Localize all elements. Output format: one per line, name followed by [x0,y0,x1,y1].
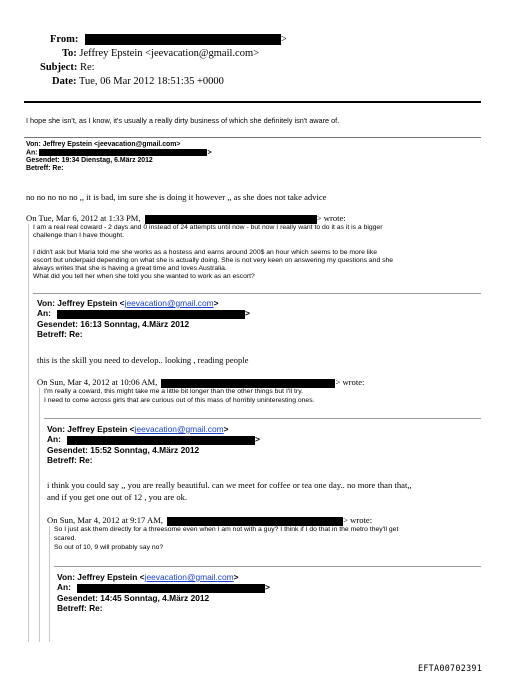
date-label: Date: [52,76,77,87]
section-divider [44,418,481,419]
subject-row [40,62,95,73]
quote-wrote: > wrote: [316,213,346,223]
quote-line: escort but underpaid depending on what she is actually doing. She is not very keen on answering my questions and she [33,256,394,264]
gesendet-line: Gesendet: 19:34 Dienstag, 6.März 2012 [26,157,153,165]
reply-text: this is the skill you need to develop.. looking , reading people [37,355,249,365]
redaction-bar [39,149,207,156]
quote-bar [39,388,40,642]
to-value: Jeffrey Epstein <jeevacation@gmail.com> [79,48,260,59]
quote-line: So I just ask them directly for a threesome even when I am not with a guy? I think if I do that in the metro they'll get [54,526,399,533]
von-line [37,298,250,308]
gesendet-line: Gesendet: 14:45 Sonntag, 4.März 2012 [57,592,210,603]
quote-intro-1 [26,213,346,224]
von-prefix: Von: Jeffrey Epstein < [37,298,125,308]
header-divider [24,101,481,103]
email-link[interactable]: jeevacation@gmail.com [144,572,234,582]
quote-line: I am a real real coward - 2 days and 0 instead of 24 attempts until now - but now I really want to do it as it is a bigger [33,224,383,231]
quote-intro-3 [47,515,372,526]
quote-line: always writes that she is having a great time and loves Australia. [33,265,227,272]
von-suffix: > [213,298,219,308]
forward-header-3 [47,424,260,465]
gesendet-line: Gesendet: 16:13 Sonntag, 4.März 2012 [37,318,190,329]
quote-intro-text: On Sun, Mar 4, 2012 at 9:17 AM, [47,515,164,525]
an-line [47,434,260,444]
an-label: An: [26,149,38,157]
betreff-line: Betreff: Re: [37,328,83,339]
quote-line [33,240,393,248]
section-divider [33,293,481,294]
email-link[interactable]: jeevacation@gmail.com [134,424,224,434]
an-close: > [264,582,270,593]
forward-header-2 [37,298,250,339]
an-close: > [207,149,212,157]
quote-line: challenge than I have thought. [33,232,125,240]
an-label: An: [47,434,61,445]
redaction-bar [161,379,335,388]
from-row [50,34,287,45]
quote-line: What did you tell her when she told you she wanted to work as an escort? [33,273,255,281]
quote-body-3 [54,526,398,552]
reply-text: no no no no no ,, it is bad, im sure she is doing it however ,, as she does not take advice [26,192,327,202]
section-divider [54,566,481,567]
reply-line: i think you could say ,, you are really beautiful. can we meet for coffee or tea one day.. no more than that,, [47,480,412,490]
reply-text-4 [47,480,412,503]
document-id: EFTA00702391 [418,663,483,673]
redaction-bar [77,584,265,593]
subject-value: Re: [79,62,95,73]
quote-line: I need to come across girls that are curious out of this mass of horribly uninteresting ones. [44,396,315,404]
quote-wrote: > wrote: [335,377,365,387]
date-value: Tue, 06 Mar 2012 18:51:35 +0000 [78,76,224,87]
quote-bar [49,526,50,642]
forward-header-4 [57,572,270,613]
von-suffix: > [233,572,239,582]
redaction-bar [145,215,317,224]
von-suffix: > [223,424,229,434]
redaction-bar [167,517,343,526]
redaction-bar [67,436,255,445]
reply-text: I hope she isn't, as I know, it's usually a really dirty business of which she definitely isn't aware of. [26,116,340,125]
an-label: An: [57,582,71,593]
redaction-bar [85,34,281,45]
quote-intro-text: On Tue, Mar 6, 2012 at 1:33 PM, [26,213,141,223]
quote-line: I didn't ask but Maria told me she works as a hostess and earns around 200$ an hour which seems to be more like [33,248,377,256]
quote-intro-2 [37,377,364,388]
redaction-bar [57,310,245,319]
quote-line: So out of 10, 9 will probably say no? [54,543,164,551]
betreff-line: Betreff: Re: [57,602,103,613]
an-line [26,149,212,157]
from-label: From: [50,34,79,45]
to-label: To: [62,48,77,59]
an-close: > [254,434,260,445]
subject-label: Subject: [40,62,78,73]
betreff-line: Betreff: Re: [47,454,93,465]
von-prefix: Von: Jeffrey Epstein < [57,572,145,582]
quote-bar [28,224,29,642]
reply-line: and if you get one out of 12 , you are ok. [47,491,188,502]
to-row [62,48,259,59]
von-line [57,572,270,582]
an-label: An: [37,308,51,319]
section-divider [24,137,481,138]
redaction-close: > [281,34,287,45]
quote-wrote: > wrote: [343,515,373,525]
an-close: > [244,308,250,319]
date-row [52,76,224,87]
an-line [57,582,270,592]
quote-body-2 [44,388,315,405]
quote-line: I'm really a coward, this might take me a little bit longer than the other things but I'll try. [44,388,303,395]
an-line [37,308,250,318]
gesendet-line: Gesendet: 15:52 Sonntag, 4.März 2012 [47,444,200,455]
von-line [47,424,260,434]
email-link[interactable]: jeevacation@gmail.com [124,298,214,308]
quote-body-1 [33,224,393,281]
betreff-line: Betreff: Re: [26,165,64,173]
quote-line: scared. [54,534,77,542]
von-line: Von: Jeffrey Epstein <jeevacation@gmail.com> [26,141,181,148]
von-prefix: Von: Jeffrey Epstein < [47,424,135,434]
quote-intro-text: On Sun, Mar 4, 2012 at 10:06 AM, [37,377,158,387]
forward-header-1 [26,141,212,173]
